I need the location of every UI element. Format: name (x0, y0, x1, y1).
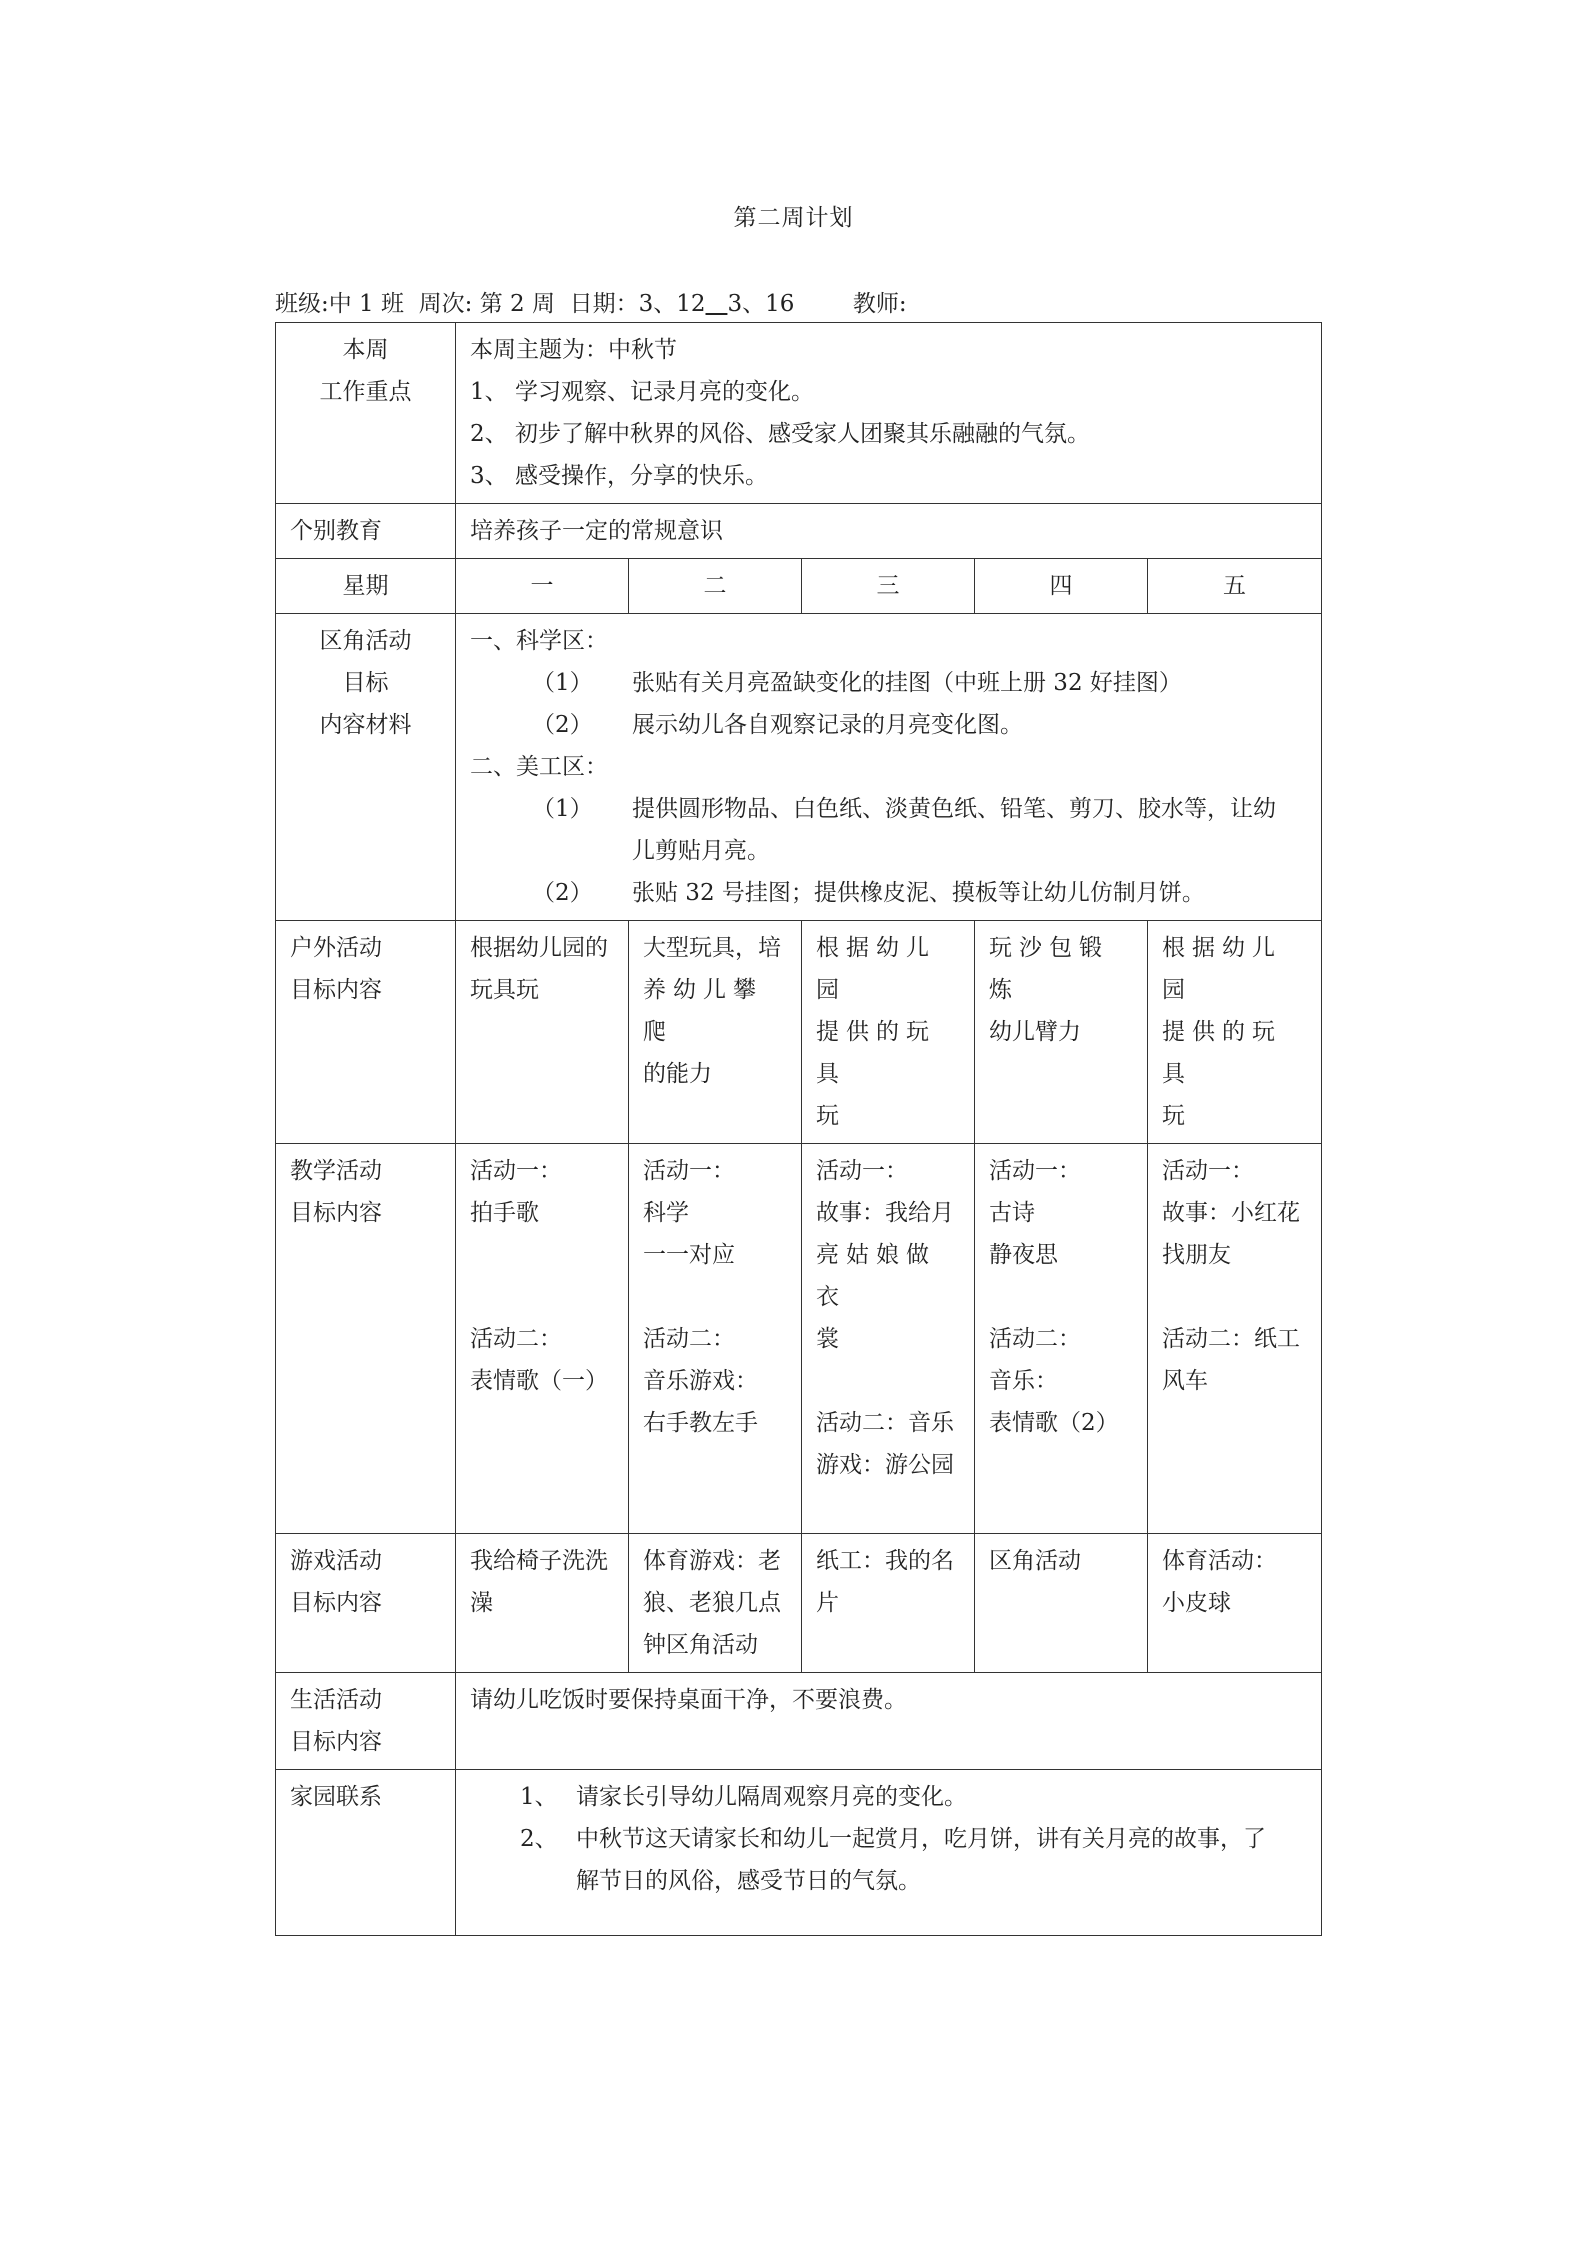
outdoor-wed (802, 921, 975, 1144)
home-item-continuation: 解节日的风俗，感受节日的气氛。 (576, 1868, 921, 1894)
games-label-line: 游戏活动 (290, 1548, 382, 1574)
cell-line: 玩沙包锻炼 (989, 935, 1109, 1003)
class-label: 班级:中 1 班 (275, 291, 405, 317)
games-label-line: 目标内容 (290, 1590, 382, 1616)
cell-line: 大型玩具，培 (643, 935, 781, 961)
art-item: （2） 张贴 32 号挂图；提供橡皮泥、摸板等让幼儿仿制月饼。 (532, 880, 1205, 906)
cell-line: 玩 (816, 1103, 839, 1129)
outdoor-tue (629, 921, 802, 1144)
individual-content: 培养孩子一定的常规意识 (456, 504, 1322, 559)
art-heading: 二、美工区： (470, 754, 608, 780)
life-label-line: 生活活动 (290, 1687, 382, 1713)
games-mon (456, 1534, 629, 1673)
weekday-fri: 五 (1148, 559, 1322, 614)
focus-item: 3、 感受操作，分享的快乐。 (470, 463, 768, 489)
outdoor-label-cell (276, 921, 456, 1144)
cell-line: 根据幼儿园的 (470, 935, 608, 961)
teaching-wed (802, 1144, 975, 1534)
cell-line: 裳 (816, 1326, 839, 1352)
cell-line: 根据幼儿园 (1162, 935, 1282, 1003)
cell-line: 幼儿臂力 (989, 1019, 1081, 1045)
home-item: 1、 请家长引导幼儿隔周观察月亮的变化。 (520, 1784, 967, 1810)
life-content: 请幼儿吃饭时要保持桌面干净，不要浪费。 (456, 1673, 1322, 1770)
outdoor-thu (975, 921, 1148, 1144)
weekly-plan-table (275, 322, 1322, 1936)
teaching-row (276, 1144, 1322, 1534)
cell-line: 活动一： (1162, 1158, 1254, 1184)
cell-line: 找朋友 (1162, 1242, 1231, 1268)
cell-line: 右手教左手 (643, 1410, 758, 1436)
home-content-cell (456, 1770, 1322, 1936)
outdoor-row (276, 921, 1322, 1144)
science-heading: 一、科学区： (470, 628, 608, 654)
cell-line: 养幼儿攀爬 (643, 977, 763, 1045)
teaching-tue (629, 1144, 802, 1534)
week-label: 周次: 第 2 周 (418, 291, 555, 317)
plan-meta (275, 285, 907, 318)
teacher-label: 教师: (852, 291, 907, 317)
life-label-line: 目标内容 (290, 1729, 382, 1755)
cell-line: 一一对应 (643, 1242, 735, 1268)
date-label: 日期：3、12 (569, 291, 706, 317)
individual-row (276, 504, 1322, 559)
focus-item: 1、 学习观察、记录月亮的变化。 (470, 379, 814, 405)
cell-line: 活动一： (989, 1158, 1081, 1184)
cell-line: 区角活动 (989, 1548, 1081, 1574)
home-label: 家园联系 (276, 1770, 456, 1936)
cell-line: 澡 (470, 1590, 493, 1616)
page-title: 第二周计划 (733, 205, 854, 231)
cell-line: 体育游戏：老 (643, 1548, 781, 1574)
cell-line: 活动二： (989, 1326, 1081, 1352)
focus-label-line1: 本周 (342, 337, 389, 363)
cell-line: 提供的玩具 (816, 1019, 936, 1087)
corner-label-line: 目标 (342, 670, 389, 696)
cell-line: 表情歌（一） (470, 1368, 608, 1394)
focus-item: 2、 初步了解中秋界的风俗、感受家人团聚其乐融融的气氛。 (470, 421, 1090, 447)
cell-line: 片 (816, 1590, 839, 1616)
teaching-label-cell (276, 1144, 456, 1534)
focus-label-line2: 工作重点 (319, 379, 412, 405)
cell-line: 活动一： (470, 1158, 562, 1184)
focus-theme: 本周主题为：中秋节 (470, 337, 677, 363)
cell-line: 钟区角活动 (643, 1632, 758, 1658)
outdoor-label-line: 户外活动 (290, 935, 382, 961)
weekday-mon: 一 (456, 559, 629, 614)
home-row (276, 1770, 1322, 1936)
cell-line: 拍手歌 (470, 1200, 539, 1226)
corner-row (276, 614, 1322, 921)
outdoor-label-line: 目标内容 (290, 977, 382, 1003)
outdoor-mon (456, 921, 629, 1144)
cell-line: 风车 (1162, 1368, 1208, 1394)
weekday-wed: 三 (802, 559, 975, 614)
date-end: 3、16 (727, 291, 795, 317)
cell-line: 亮姑娘做衣 (816, 1242, 936, 1310)
focus-content-cell (456, 323, 1322, 504)
games-label-cell (276, 1534, 456, 1673)
cell-line: 狼、老狼几点 (643, 1590, 781, 1616)
life-row (276, 1673, 1322, 1770)
weekday-thu: 四 (975, 559, 1148, 614)
corner-label-cell (276, 614, 456, 921)
cell-line: 游戏：游公园 (816, 1452, 954, 1478)
cell-line: 表情歌（2） (989, 1410, 1119, 1436)
cell-line: 我给椅子洗洗 (470, 1548, 608, 1574)
corner-label-line: 区角活动 (319, 628, 412, 654)
cell-line: 音乐游戏： (643, 1368, 758, 1394)
life-label-cell (276, 1673, 456, 1770)
cell-line: 体育活动： (1162, 1548, 1277, 1574)
focus-row (276, 323, 1322, 504)
cell-line: 活动二： (643, 1326, 735, 1352)
cell-line: 玩 (1162, 1103, 1185, 1129)
cell-line: 玩具玩 (470, 977, 539, 1003)
games-thu (975, 1534, 1148, 1673)
corner-content-cell (456, 614, 1322, 921)
games-wed (802, 1534, 975, 1673)
cell-line: 活动一： (643, 1158, 735, 1184)
games-row (276, 1534, 1322, 1673)
home-item: 2、 中秋节这天请家长和幼儿一起赏月，吃月饼，讲有关月亮的故事，了 (520, 1826, 1266, 1852)
teaching-label-line: 目标内容 (290, 1200, 382, 1226)
weekday-label: 星期 (276, 559, 456, 614)
games-fri (1148, 1534, 1322, 1673)
cell-line: 静夜思 (989, 1242, 1058, 1268)
cell-line: 纸工：我的名 (816, 1548, 954, 1574)
art-item-continuation: 儿剪贴月亮。 (632, 838, 770, 864)
teaching-fri (1148, 1144, 1322, 1534)
science-item: （2） 展示幼儿各自观察记录的月亮变化图。 (532, 712, 1023, 738)
outdoor-fri (1148, 921, 1322, 1144)
cell-line: 古诗 (989, 1200, 1035, 1226)
teaching-thu (975, 1144, 1148, 1534)
cell-line: 活动二： (470, 1326, 562, 1352)
cell-line: 的能力 (643, 1061, 712, 1087)
individual-label: 个别教育 (276, 504, 456, 559)
corner-label-line: 内容材料 (319, 712, 412, 738)
cell-line: 音乐： (989, 1368, 1058, 1394)
games-tue (629, 1534, 802, 1673)
cell-line: 根据幼儿园 (816, 935, 936, 1003)
cell-line: 活动二：纸工 (1162, 1326, 1300, 1352)
cell-line: 故事：小红花 (1162, 1200, 1300, 1226)
science-item: （1） 张贴有关月亮盈缺变化的挂图（中班上册 32 好挂图） (532, 670, 1182, 696)
focus-label-cell (276, 323, 456, 504)
cell-line: 科学 (643, 1200, 689, 1226)
art-item: （1） 提供圆形物品、白色纸、淡黄色纸、铅笔、剪刀、胶水等，让幼 (532, 796, 1276, 822)
teaching-mon (456, 1144, 629, 1534)
cell-line: 活动二：音乐 (816, 1410, 954, 1436)
weekday-header-row (276, 559, 1322, 614)
teaching-label-line: 教学活动 (290, 1158, 382, 1184)
cell-line: 小皮球 (1162, 1590, 1231, 1616)
cell-line: 活动一： (816, 1158, 908, 1184)
date-separator (706, 291, 728, 317)
cell-line: 故事：我给月 (816, 1200, 954, 1226)
weekday-tue: 二 (629, 559, 802, 614)
cell-line: 提供的玩具 (1162, 1019, 1282, 1087)
